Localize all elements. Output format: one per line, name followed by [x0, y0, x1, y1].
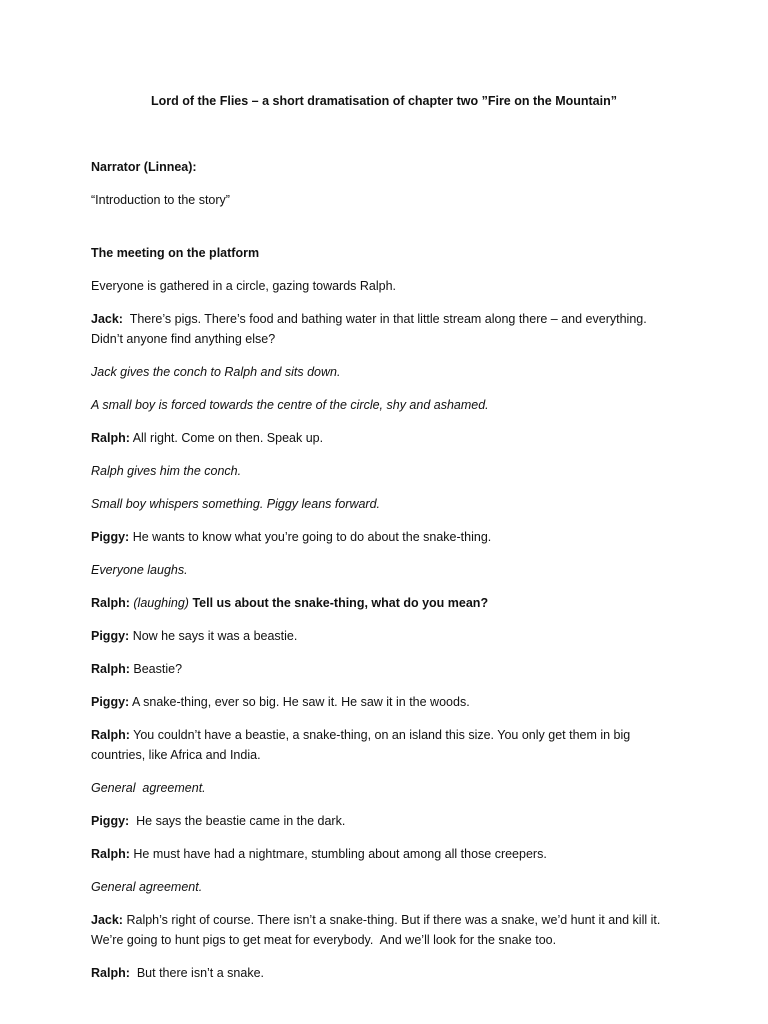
speaker-name: Piggy:	[91, 530, 130, 544]
speaker-name: Jack:	[91, 913, 123, 927]
dialogue-text: You couldn’t have a beastie, a snake-thing, on an island this size. You only get them in big countries, like Africa and India.	[91, 728, 631, 762]
dialogue-line	[91, 659, 681, 679]
dialogue-text: But there isn’t a snake.	[136, 966, 264, 980]
dialogue-line	[91, 626, 681, 646]
stage-direction: General agreement.	[91, 880, 203, 894]
speaker-name: Piggy:	[91, 814, 130, 828]
dialogue-line	[91, 811, 681, 831]
stage-direction: Everyone is gathered in a circle, gazing towards Ralph.	[91, 279, 397, 293]
dialogue-text: He wants to know what you’re going to do about the snake-thing.	[132, 530, 492, 544]
speaker-name: Ralph:	[91, 966, 130, 980]
speaker-name: Ralph:	[91, 728, 130, 742]
dialogue-line	[91, 963, 681, 983]
dialogue-line	[91, 593, 681, 613]
speaker-name: Ralph:	[91, 662, 130, 676]
dialogue-text: Tell us about the snake-thing, what do you mean?	[192, 596, 489, 610]
dialogue-text: Beastie?	[133, 662, 183, 676]
speaker-name: Ralph:	[91, 847, 130, 861]
dialogue-line	[91, 844, 681, 864]
dialogue-text: Now he says it was a beastie.	[132, 629, 298, 643]
stage-direction: A small boy is forced towards the centre of the circle, shy and ashamed.	[91, 398, 489, 412]
stage-direction: Jack gives the conch to Ralph and sits down.	[91, 365, 341, 379]
section-heading: The meeting on the platform	[91, 246, 260, 260]
narrator-intro: “Introduction to the story”	[91, 193, 230, 207]
narrator-heading: Narrator (Linnea):	[91, 160, 197, 174]
dialogue-aside: (laughing)	[133, 596, 189, 610]
dialogue-line	[91, 309, 681, 349]
document-title: Lord of the Flies – a short dramatisation of chapter two ”Fire on the Mountain”	[150, 94, 617, 108]
dialogue-line	[91, 527, 681, 547]
speaker-name: Piggy:	[91, 695, 130, 709]
stage-direction: Everyone laughs.	[91, 563, 188, 577]
stage-direction: Small boy whispers something. Piggy leans forward.	[91, 497, 381, 511]
dialogue-text: He must have had a nightmare, stumbling about among all those creepers.	[133, 847, 547, 861]
dialogue-line	[91, 692, 681, 712]
dialogue-text: All right. Come on then. Speak up.	[132, 431, 324, 445]
dialogue-text: There’s pigs. There’s food and bathing water in that little stream along there – and everything. Didn’t anyone find anything else?	[91, 312, 647, 346]
document-body	[91, 157, 681, 996]
dialogue-text: He says the beastie came in the dark.	[136, 814, 346, 828]
speaker-name: Ralph:	[91, 431, 130, 445]
dialogue-line	[91, 428, 681, 448]
speaker-name: Piggy:	[91, 629, 130, 643]
stage-direction: Ralph gives him the conch.	[91, 464, 242, 478]
dialogue-text: A snake-thing, ever so big. He saw it. He saw it in the woods.	[132, 695, 470, 709]
speaker-name: Ralph:	[91, 596, 130, 610]
speaker-name: Jack:	[91, 312, 123, 326]
dialogue-line	[91, 725, 681, 765]
dialogue-text: Ralph’s right of course. There isn’t a snake-thing. But if there was a snake, we’d hunt it and kill it. We’re going to hunt pigs to get meat for everybody. And we’ll look for the snake too.	[91, 913, 664, 947]
dialogue-line	[91, 910, 681, 950]
stage-direction: General agreement.	[91, 781, 206, 795]
